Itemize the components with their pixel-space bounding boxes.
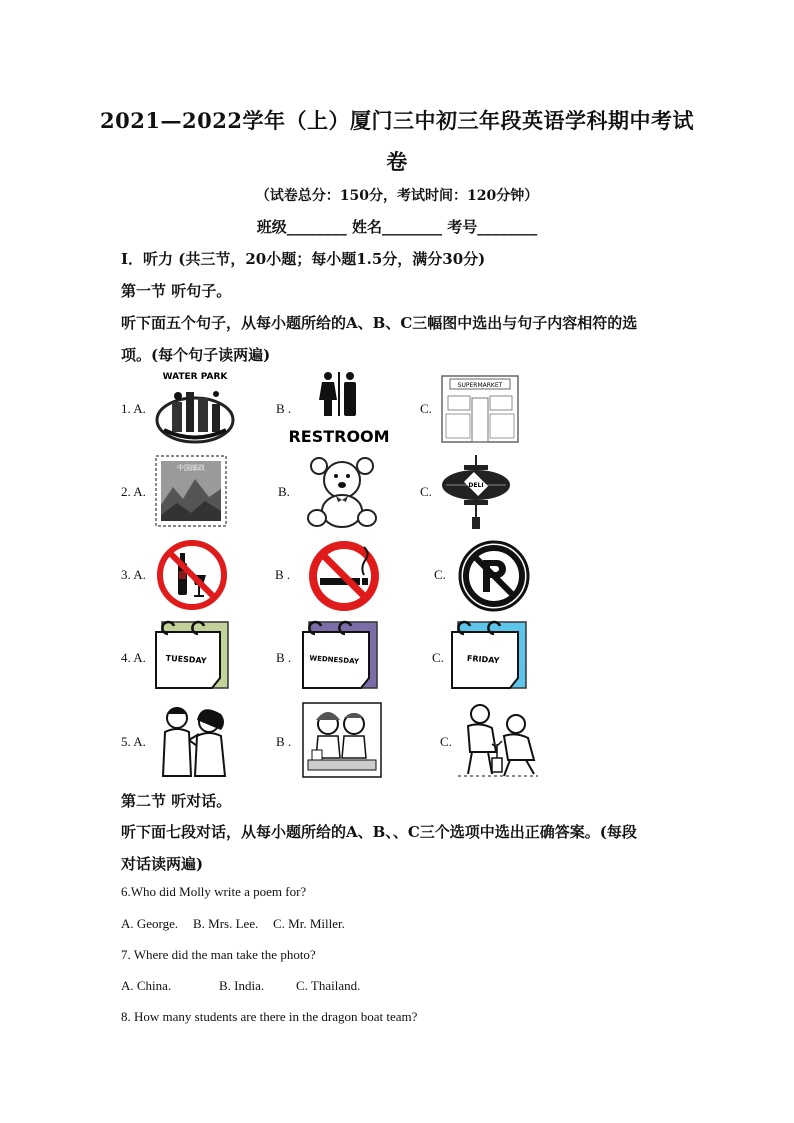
q3-label-b: B . — [275, 567, 291, 582]
document-title-line2: 卷 — [386, 149, 408, 174]
no-alcohol-sign — [156, 539, 228, 611]
water-park-text: WATER PARK — [162, 372, 228, 382]
section1-instruction-line2: 项。(每个句子读两遍) — [121, 346, 271, 364]
q2-label-a: 2. A. — [121, 484, 146, 499]
children-playing-image — [302, 702, 382, 778]
q6-option-c: C. Mr. Miller. — [273, 916, 345, 931]
q2-label-b: B. — [278, 484, 290, 499]
question-7: 7. Where did the man take the photo? — [121, 947, 316, 962]
section2-instruction-line2: 对话读两遍) — [121, 855, 204, 873]
q5-label-a: 5. A. — [121, 734, 146, 749]
q6-option-b: B. Mrs. Lee. — [193, 916, 259, 931]
tuesday-text: TUESDAY — [165, 653, 207, 666]
people-planting-tree-image — [458, 702, 540, 780]
question-8: 8. How many students are there in the dragon boat team? — [121, 1009, 418, 1024]
question-6: 6.Who did Molly write a poem for? — [121, 884, 307, 899]
calendar-wednesday-image — [301, 618, 381, 694]
q5-label-c: C. — [440, 734, 452, 749]
q4-label-b: B . — [276, 650, 292, 665]
student-info-fields: 班级________ 姓名________ 考号________ — [256, 218, 538, 236]
q3-label-c: C. — [434, 567, 446, 582]
water-park-image — [154, 370, 236, 446]
q7-option-a: A. China. — [121, 978, 172, 993]
q1-label-c: C. — [420, 401, 432, 416]
restroom-sign-image — [288, 370, 390, 446]
q6-option-a: A. George. — [121, 916, 179, 931]
part1-heading: Ⅰ．听力 (共三节，20小题；每小题1.5分，满分30分) — [121, 250, 486, 268]
lantern-text: DELI — [468, 482, 484, 489]
q4-label-a: 4. A. — [121, 650, 146, 665]
calendar-tuesday-image — [154, 618, 232, 694]
section1-title: 第一节 听句子。 — [121, 282, 232, 300]
supermarket-text: SUPERMARKET — [457, 382, 503, 389]
document-title-line1: 2021—2022学年（上）厦门三中初三年段英语学科期中考试 — [100, 108, 694, 133]
section1-instruction-line1: 听下面五个句子，从每小题所给的A、B、C三幅图中选出与句子内容相符的选 — [121, 314, 638, 332]
supermarket-image — [440, 374, 520, 444]
no-parking-sign — [458, 540, 530, 612]
q2-label-c: C. — [420, 484, 432, 499]
section2-instruction-line1: 听下面七段对话，从每小题所给的A、B、、C三个选项中选出正确答案。(每段 — [121, 823, 637, 841]
calendar-friday-image — [450, 618, 530, 694]
restroom-text: RESTROOM — [288, 427, 390, 446]
lantern-image — [440, 455, 514, 531]
friday-text: FRIDAY — [466, 653, 500, 666]
teddy-bear-image — [305, 456, 379, 530]
q7-option-c: C. Thailand. — [296, 978, 361, 993]
q1-label-b: B . — [276, 401, 292, 416]
q7-option-b: B. India. — [219, 978, 265, 993]
q4-label-c: C. — [432, 650, 444, 665]
q3-label-a: 3. A. — [121, 567, 146, 582]
no-smoking-sign — [306, 538, 382, 614]
stamp-text: 中国邮政 — [177, 464, 205, 472]
wednesday-text: WEDNESDAY — [309, 654, 360, 666]
q5-label-b: B . — [276, 734, 292, 749]
exam-info: （试卷总分：150分，考试时间：120分钟） — [255, 188, 539, 204]
q1-label-a: 1. A. — [121, 401, 146, 416]
chinese-stamp-image — [155, 455, 227, 527]
two-women-talking-image — [153, 702, 233, 780]
section2-title: 第二节 听对话。 — [121, 792, 232, 810]
